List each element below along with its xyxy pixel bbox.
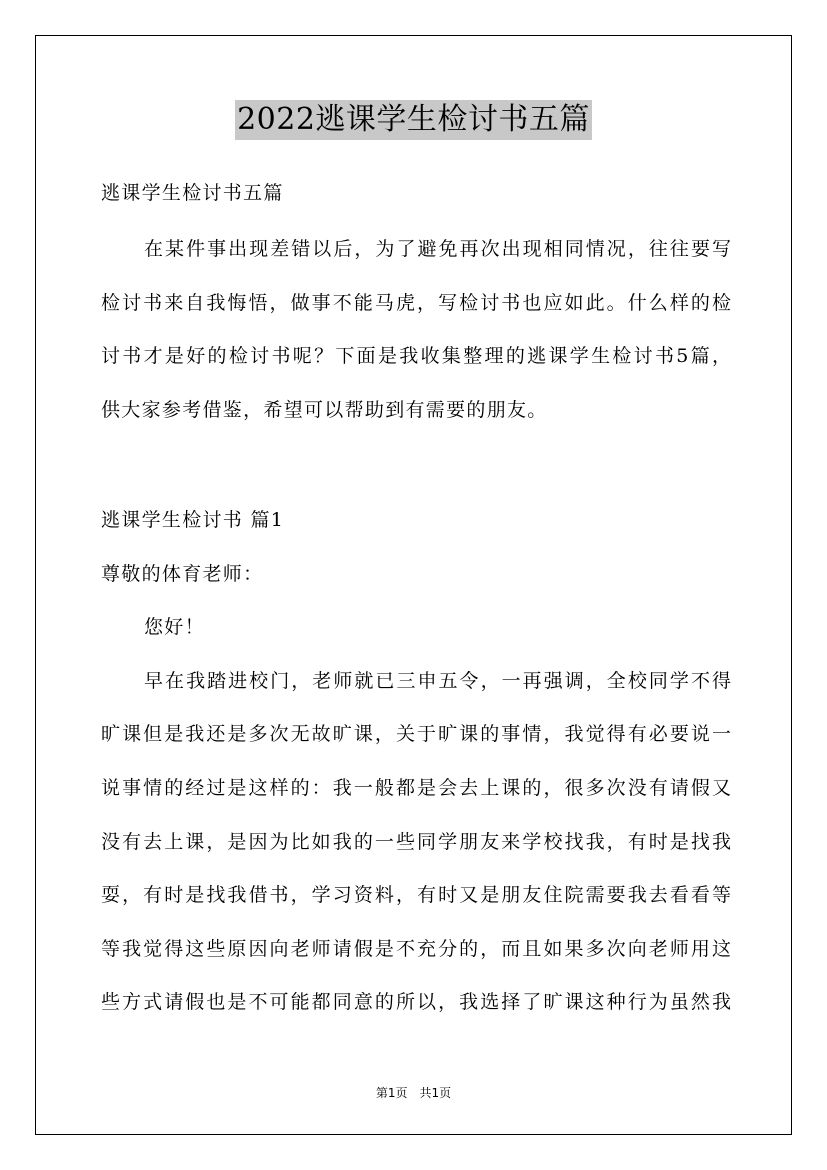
intro-line: 讨书才是好的检讨书呢？下面是我收集整理的逃课学生检讨书5篇，: [101, 345, 731, 367]
intro-line: 检讨书来自我悔悟，做事不能马虎，写检讨书也应如此。什么样的检: [101, 292, 731, 314]
body-line: 没有去上课，是因为比如我的一些同学朋友来学校找我，有时是找我: [101, 831, 731, 853]
title-container: [0, 100, 827, 140]
greeting: 您好！: [144, 616, 205, 638]
section-heading: 逃课学生检讨书 篇1: [101, 509, 285, 531]
body-line: 早在我踏进校门，老师就已三申五令，一再强调，全校同学不得: [144, 670, 731, 692]
body-line: 些方式请假也是不可能都同意的所以，我选择了旷课这种行为虽然我: [101, 991, 731, 1013]
intro-line: 在某件事出现差错以后，为了避免再次出现相同情况，往往要写: [144, 238, 731, 260]
document-subtitle: 逃课学生检讨书五篇: [101, 182, 284, 204]
body-line: 等我觉得这些原因向老师请假是不充分的，而且如果多次向老师用这: [101, 938, 731, 960]
intro-line: 供大家参考借鉴，希望可以帮助到有需要的朋友。: [101, 399, 548, 421]
body-line: 旷课但是我还是多次无故旷课，关于旷课的事情，我觉得有必要说一: [101, 723, 731, 745]
body-line: 耍，有时是找我借书，学习资料，有时又是朋友住院需要我去看看等: [101, 884, 731, 906]
document-title: 2022逃课学生检讨书五篇: [235, 100, 592, 140]
salutation: 尊敬的体育老师：: [101, 563, 264, 585]
page-number-footer: 第1页 共1页: [375, 1086, 452, 1100]
body-line: 说事情的经过是这样的：我一般都是会去上课的，很多次没有请假又: [101, 777, 731, 799]
